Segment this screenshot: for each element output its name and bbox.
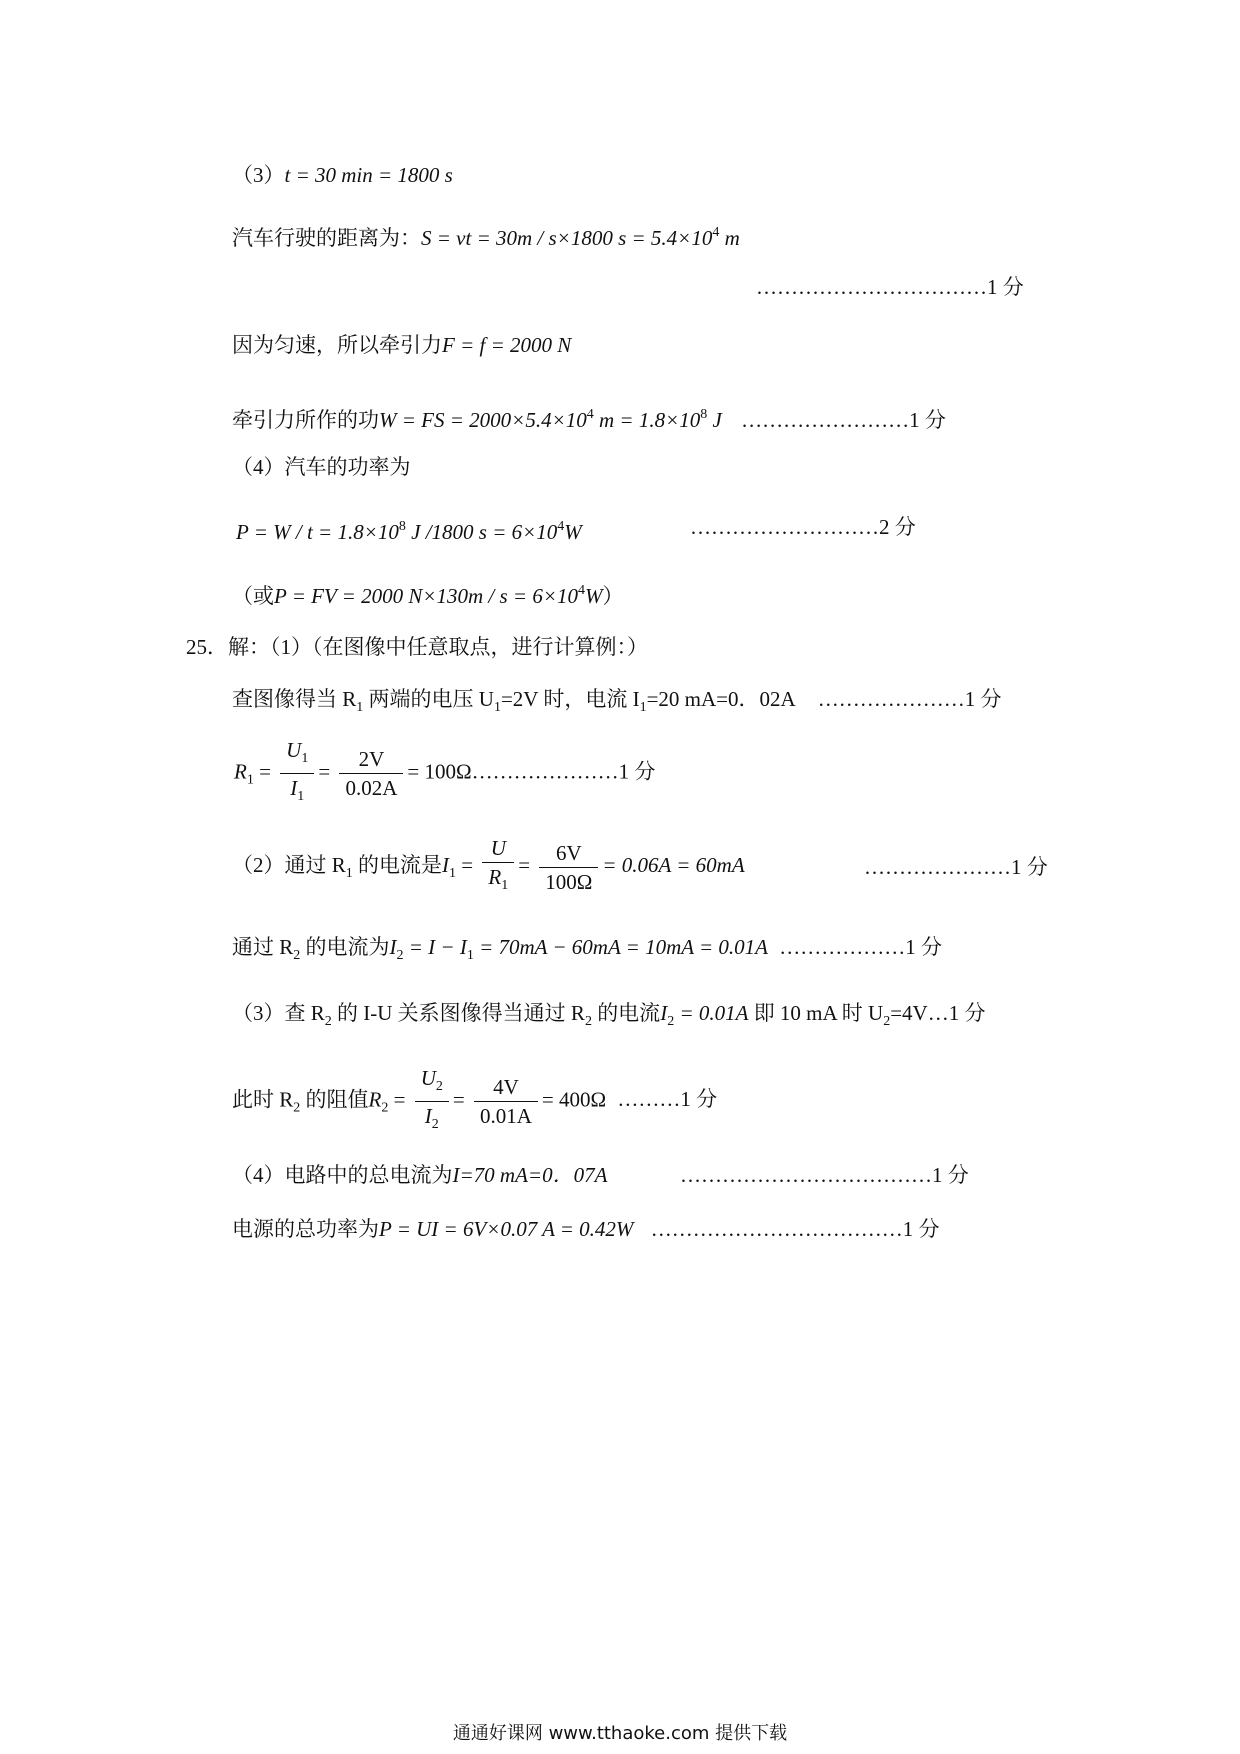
fraction-u-r1: $\frac{U}{R_1}$ — [482, 834, 514, 900]
fraction-u2-i2: $\frac{U_2}{I_2}$ — [415, 1064, 449, 1139]
score-distance: ……………………………1 分 — [756, 275, 1024, 299]
line-part4-heading: （4）汽车的功率为 — [232, 455, 411, 479]
line-total-power: 电源的总功率为P = UI = 6V×0.07 A = 0.42W ………………………………1 分 — [232, 1217, 940, 1241]
line-traction-force: 因为匀速，所以牵引力F = f = 2000 N — [232, 333, 572, 357]
page-footer: 通通好课网 www.tthaoke.com 提供下载 — [452, 1723, 788, 1744]
line-read-r2-graph: （3）查 $R_2$ 的 I-U 关系图像得当通过 $R_2$ 的电流$I_2 = 0.01A$ 即 10 mA 时 $U_2=4V\dots 1$ 分 — [232, 1001, 986, 1029]
fraction-u1-i1: $\frac{U_1}{I_1}$ — [280, 736, 314, 811]
line-r1-formula: $R_1$ = $\frac{U_1}{I_1}$ = $\frac{2V}{0.02A}$ = 100Ω…………………1 分 — [234, 736, 655, 811]
line-r2-formula: 此时 $R_2$ 的阻值$R_2$ = $\frac{U_2}{I_2}$ = $\frac{4V}{0.01A}$ = 400Ω ………1 分 — [232, 1064, 717, 1139]
line-power: $P = W / t = 1.8\times 10^8$ J /1800 $s = 6\times 10^4W$ — [236, 519, 582, 544]
line-part3-time: （3）t = 30 min = 1800 s — [232, 163, 453, 187]
fraction-4v-001a: $\frac{4V}{0.01A}$ — [474, 1073, 538, 1130]
line-power-alt: （或P = FV = 2000 $N\times 130m / s = 6\times 10^4W$） — [232, 583, 624, 608]
score-i1: …………………1 分 — [864, 855, 1048, 879]
line-total-current: （4）电路中的总电流为I=70 mA=0．07A — [232, 1163, 608, 1187]
line-distance: 汽车行驶的距离为：S = vt = 30m / s×1800 $s = 5.4\times 10^4$ m — [232, 225, 740, 250]
score-power: ………………………2 分 — [690, 515, 916, 539]
line-work: 牵引力所作的功W = FS = $2000\times 5.4\times 10^4$ $m = 1.8\times 10^8$ J ……………………1 分 — [232, 407, 946, 432]
fraction-6v-100ohm: $\frac{6V}{100\Omega}$ — [539, 839, 598, 896]
score-total-current: ………………………………1 分 — [680, 1163, 969, 1187]
line-i1-formula: （2）通过 $R_1$ 的电流是$I_1$ = $\frac{U}{R_1}$ = $\frac{6V}{100\Omega}$ = 0.06A = 60mA — [232, 834, 745, 900]
line-q25-heading: 25．解：（1）（在图像中任意取点，进行计算例：） — [186, 635, 648, 659]
fraction-2v-002a: $\frac{2V}{0.02A}$ — [339, 745, 403, 802]
line-i2-formula: 通过 $R_2$ 的电流为$I_2 = I - I_1 = 70mA - 60mA = 10mA = 0.01A$ ………………1 分 — [232, 935, 942, 963]
line-read-graph: 查图像得当 $R_1$ 两端的电压 $U_1=2V$ 时，电流 $I_1=20$ mA=0．02A …………………1 分 — [232, 687, 1002, 715]
